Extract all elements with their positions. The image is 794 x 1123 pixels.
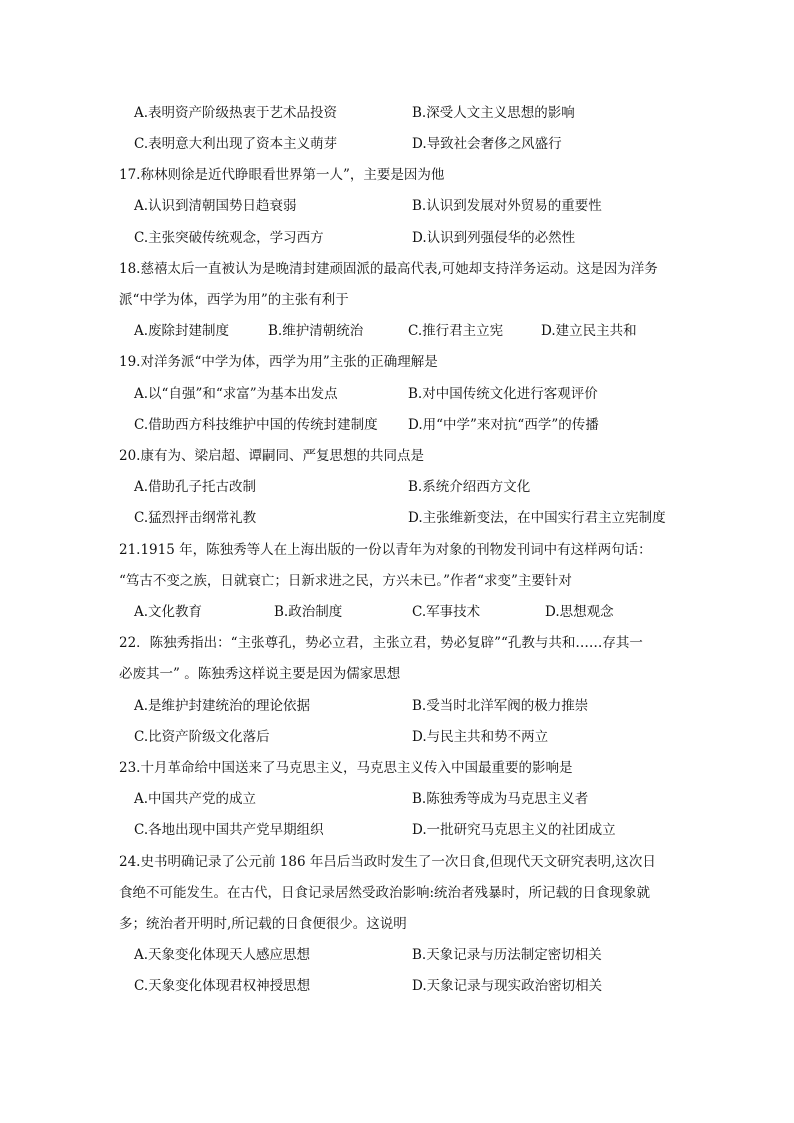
q22-option-b: B.受当时北洋军阀的极力推崇 bbox=[412, 698, 589, 714]
q20-option-c: C.猛烈抨击纲常礼教 bbox=[134, 510, 257, 526]
q16-option-c: C.表明意大利出现了资本主义萌芽 bbox=[134, 136, 338, 152]
q17-option-b: B.认识到发展对外贸易的重要性 bbox=[412, 198, 602, 214]
q24-stem-line3: 多；统治者开明时,所记载的日食便很少。这说明 bbox=[119, 916, 407, 932]
q19-option-c: C.借助西方科技维护中国的传统封建制度 bbox=[134, 417, 378, 433]
q16-option-b: B.深受人文主义思想的影响 bbox=[412, 105, 575, 121]
q22-option-a: A.是维护封建统治的理论依据 bbox=[134, 698, 311, 714]
q22-option-d: D.与民主共和势不两立 bbox=[412, 729, 549, 745]
q17-stem: 17.称林则徐是近代睁眼看世界第一人”，主要是因为他 bbox=[119, 167, 445, 183]
q23-option-c: C.各地出现中国共产党早期组织 bbox=[134, 822, 324, 838]
q21-option-b: B.政治制度 bbox=[274, 604, 343, 620]
q19-option-b: B.对中国传统文化进行客观评价 bbox=[408, 386, 598, 402]
q22-stem-line1: 22．陈独秀指出：“主张尊孔，势必立君，主张立君，势必复辟”“孔教与共和……存其一 bbox=[119, 635, 643, 651]
q18-stem-line1: 18.慈禧太后一直被认为是晚清封建顽固派的最高代表,可她却支持洋务运动。这是因为洋务 bbox=[119, 261, 658, 277]
q24-option-d: D.天象记录与现实政治密切相关 bbox=[412, 978, 603, 994]
q23-option-a: A.中国共产党的成立 bbox=[134, 791, 257, 807]
q18-stem-line2: 派“中学为体，西学为用”的主张有利于 bbox=[119, 292, 349, 308]
q23-option-d: D.一批研究马克思主义的社团成立 bbox=[412, 822, 616, 838]
q21-stem-line1: 21.1915 年，陈独秀等人在上海出版的一份以青年为对象的刊物发刊词中有这样两句话： bbox=[119, 542, 652, 558]
q18-option-a: A.废除封建制度 bbox=[134, 323, 230, 339]
q24-option-c: C.天象变化体现君权神授思想 bbox=[134, 978, 311, 994]
q21-option-d: D.思想观念 bbox=[545, 604, 614, 620]
q20-option-a: A.借助孔子托古改制 bbox=[134, 479, 257, 495]
q17-option-d: D.认识到列强侵华的必然性 bbox=[412, 230, 576, 246]
q20-option-b: B.系统介绍西方文化 bbox=[408, 479, 531, 495]
q16-option-a: A.表明资产阶级热衷于艺术品投资 bbox=[134, 105, 338, 121]
q24-stem-line2: 食绝不可能发生。在古代，日食记录居然受政治影响:统治者残暴时，所记载的日食现象就 bbox=[119, 885, 651, 901]
q21-stem-line2: “笃古不变之族，日就衰亡；日新求进之民，方兴未已。”作者“求变”主要针对 bbox=[119, 573, 572, 589]
q21-option-c: C.军事技术 bbox=[412, 604, 481, 620]
q17-option-a: A.认识到清朝国势日趋衰弱 bbox=[134, 198, 297, 214]
q17-option-c: C.主张突破传统观念，学习西方 bbox=[134, 230, 324, 246]
q19-option-a: A.以“自强”和“求富”为基本出发点 bbox=[134, 386, 338, 402]
q24-stem-line1: 24.史书明确记录了公元前 186 年吕后当政时发生了一次日食,但现代天文研究表明,这次日 bbox=[119, 854, 656, 870]
q23-stem: 23.十月革命给中国送来了马克思主义，马克思主义传入中国最重要的影响是 bbox=[119, 760, 573, 776]
q22-option-c: C.比资产阶级文化落后 bbox=[134, 729, 270, 745]
q24-option-b: B.天象记录与历法制定密切相关 bbox=[412, 947, 602, 963]
q18-option-b: B.维护清朝统治 bbox=[268, 323, 364, 339]
q23-option-b: B.陈独秀等成为马克思主义者 bbox=[412, 791, 589, 807]
q21-option-a: A.文化教育 bbox=[134, 604, 203, 620]
q20-option-d: D.主张维新变法，在中国实行君主立宪制度 bbox=[408, 510, 666, 526]
q24-option-a: A.天象变化体现天人感应思想 bbox=[134, 947, 311, 963]
q22-stem-line2: 必废其一” 。陈独秀这样说主要是因为儒家思想 bbox=[119, 666, 401, 682]
q18-option-c: C.推行君主立宪 bbox=[408, 323, 504, 339]
q19-option-d: D.用“中学”来对抗“西学”的传播 bbox=[408, 417, 599, 433]
q19-stem: 19.对洋务派“中学为体，西学为用”主张的正确理解是 bbox=[119, 354, 438, 370]
q18-option-d: D.建立民主共和 bbox=[541, 323, 637, 339]
q16-option-d: D.导致社会奢侈之风盛行 bbox=[412, 136, 562, 152]
q20-stem: 20.康有为、梁启超、谭嗣同、严复思想的共同点是 bbox=[119, 448, 424, 464]
